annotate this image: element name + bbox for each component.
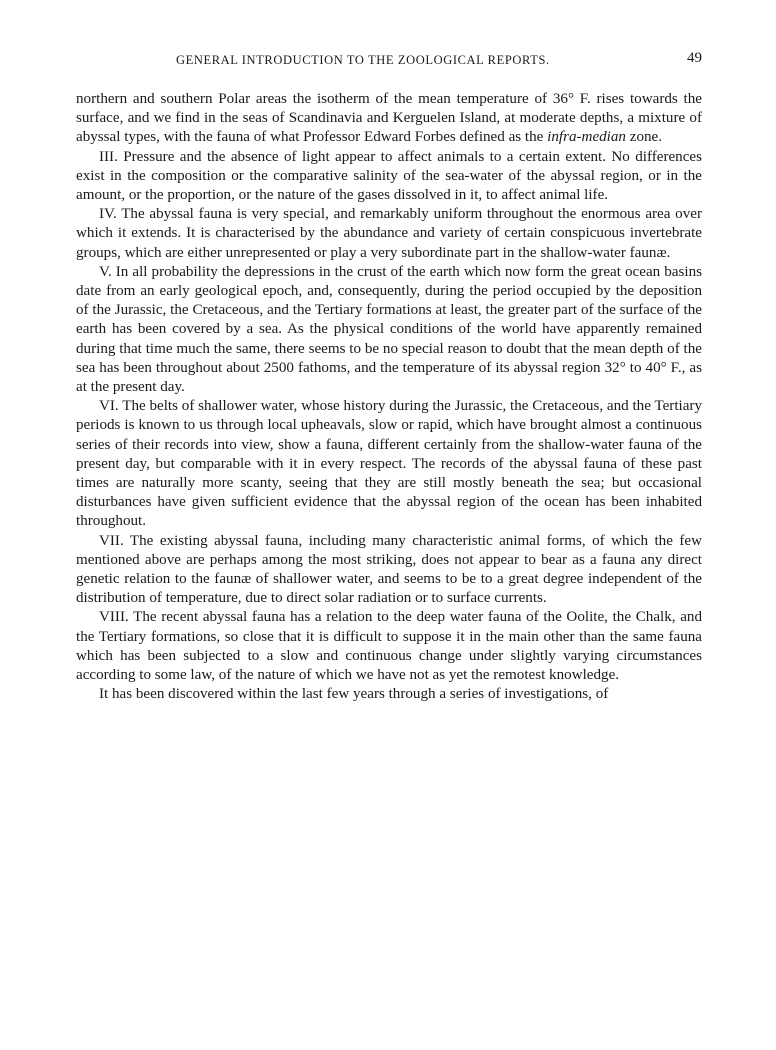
- page-number: 49: [687, 50, 702, 66]
- paragraph-final: It has been discovered within the last few years through a series of investigations, of: [99, 686, 609, 703]
- paragraph-iv: IV. The abyssal fauna is very special, and remarkably uniform throughout the enormous area over which it extends. It is characterised by the abundance and variety of certain conspicuous invertebrate groups, which are either unrepresented or play a very subordinate part in the shallow-water faunæ.: [76, 206, 702, 261]
- running-title: GENERAL INTRODUCTION TO THE ZOOLOGICAL REPORTS.: [176, 53, 550, 67]
- paragraph-text: northern and southern Polar areas the isotherm of the mean temperature of 36° F. rises towards the surface, and we find in the seas of Scandinavia and Kerguelen Island, at moderate depths, a mixture of abyssal types, with the fauna of what Professor Edward Forbes defined as the: [76, 91, 702, 146]
- paragraph-iii: III. Pressure and the absence of light appear to affect animals to a certain extent. No differences exist in the composition or the comparative salinity of the sea-water of the abyssal region, or in the amount, or the proportion, or the nature of the gases dissolved in it, to affect animal life.: [76, 148, 702, 204]
- paragraph-vii: VII. The existing abyssal fauna, including many characteristic animal forms, of which the few mentioned above are perhaps among the most striking, does not appear to bear as a fauna any direct genetic relation to the faunæ of shallower water, and seems to be to a great degree independent of the distribution of temperature, due to direct solar radiation or to surface currents.: [76, 532, 702, 607]
- book-page: [76, 50, 702, 705]
- paragraph-text: zone.: [625, 129, 663, 146]
- paragraph-viii: VIII. The recent abyssal fauna has a relation to the deep water fauna of the Oolite, the Chalk, and the Tertiary formations, so close that it is difficult to suppose it in the main other than the same fauna which has been subjected to a slow and continuous change under slightly varying circumstances according to some law, of the nature of which we have not as yet the remotest knowledge.: [76, 609, 702, 684]
- paragraph-vi: VI. The belts of shallower water, whose history during the Jurassic, the Cretaceous, and the Tertiary periods is known to us through local upheavals, slow or rapid, which have brought almost a continuous series of their records into view, show a fauna, different certainly from the shallow-water fauna of the present day, but comparable with it in every respect. The records of the abyssal fauna of these past times are naturally more scanty, seeing that they are still mostly beneath the sea; but occasional disturbances have given sufficient evidence that the abyssal region of the ocean has been inhabited throughout.: [76, 398, 702, 530]
- emphasis-term: infra-median: [547, 129, 626, 146]
- body-text: [76, 90, 702, 705]
- running-head: [76, 50, 702, 76]
- paragraph-continued: [76, 90, 702, 148]
- paragraph-v: V. In all probability the depressions in the crust of the earth which now form the great ocean basins date from an early geological epoch, and, consequently, during the period occupied by the deposition of the Jurassic, the Cretaceous, and the Tertiary formations at least, the greater part of the surface of the earth has been covered by a sea. As the physical conditions of the world have apparently remained during that time much the same, there seems to be no special reason to doubt that the mean depth of the sea has been throughout about 2500 fathoms, and the temperature of its abyssal region 32° to 40° F., as at the present day.: [76, 263, 702, 396]
